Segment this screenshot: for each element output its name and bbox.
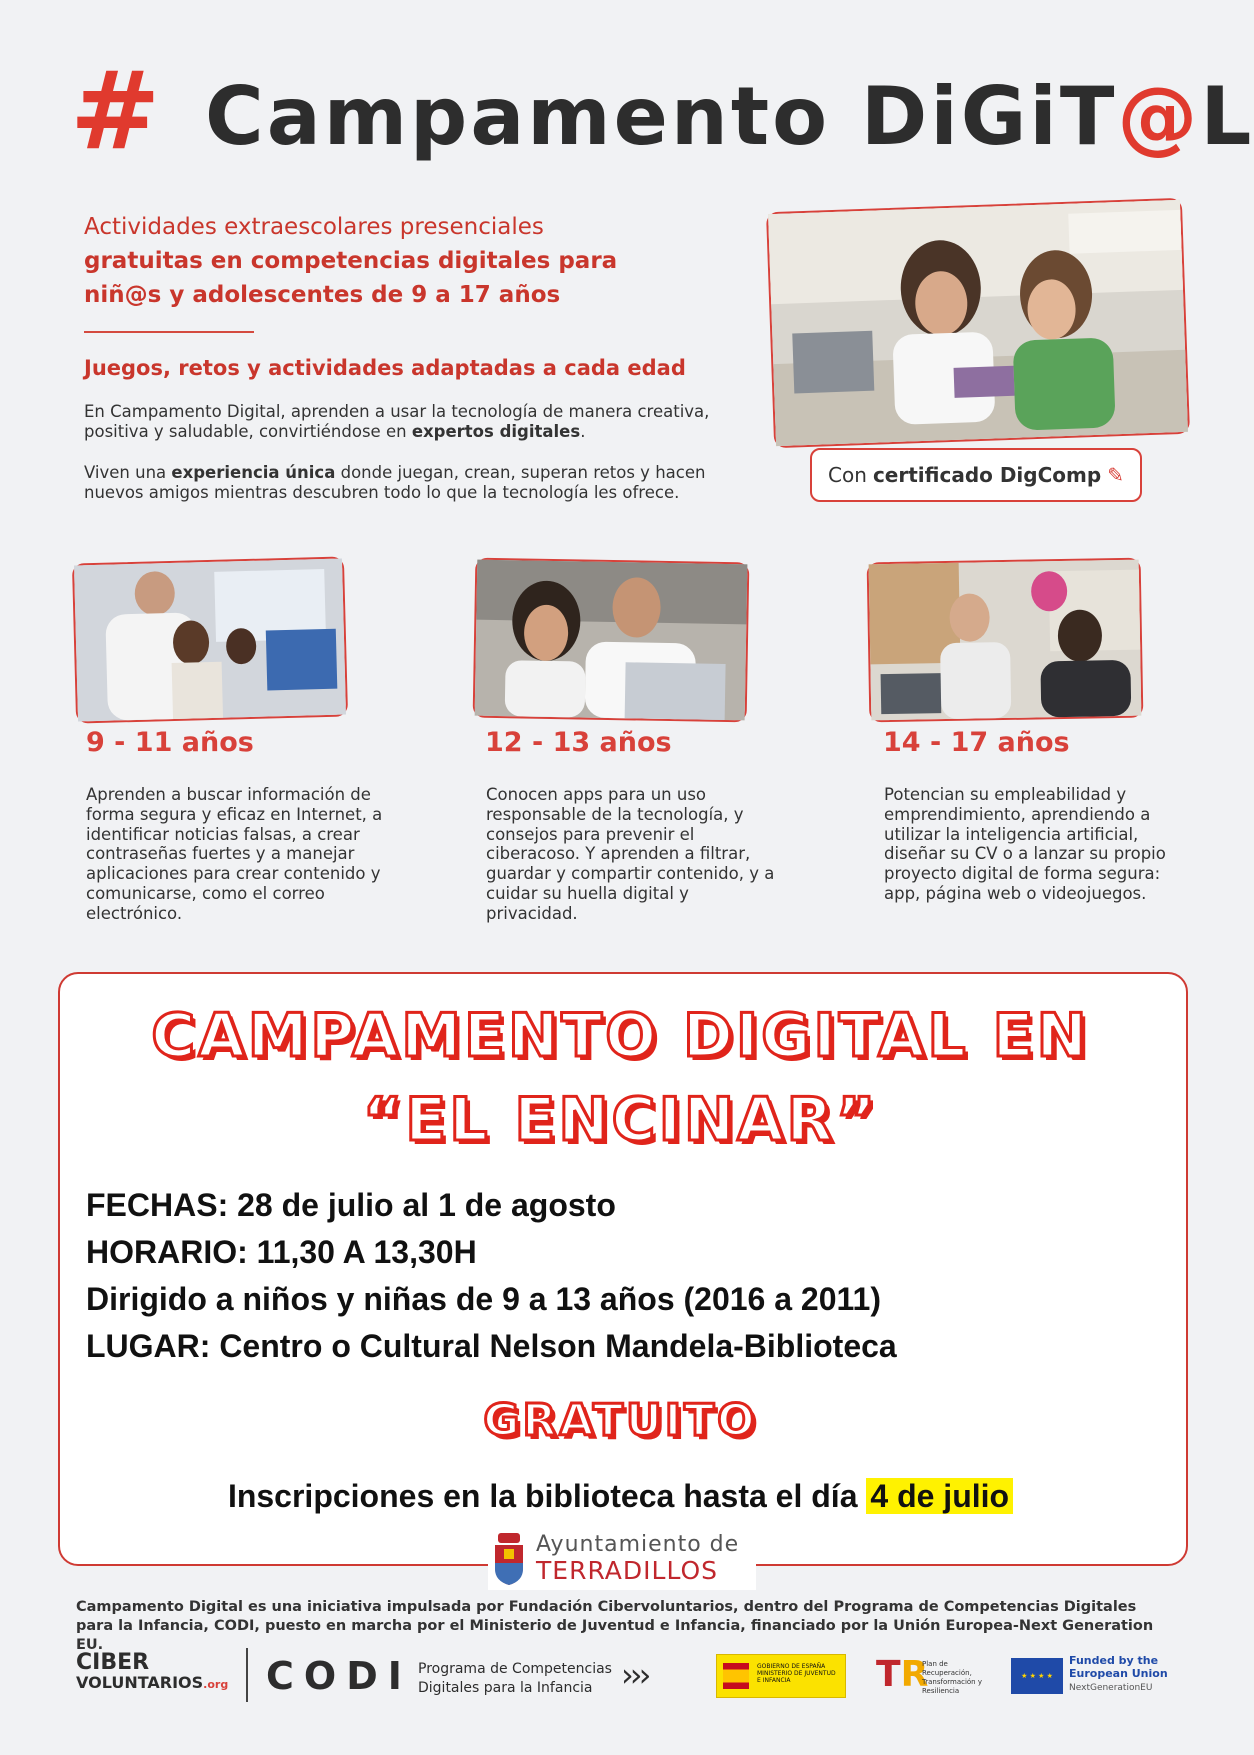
age-photo-3: [867, 558, 1144, 723]
certificate-label: certificado DigComp: [872, 463, 1102, 487]
diploma-icon: ✎: [1107, 463, 1124, 487]
event-title-line-1: CAMPAMENTO DIGITAL EN: [151, 1001, 1090, 1071]
footer-text: Campamento Digital es una iniciativa impulsada por Fundación Cibervoluntarios, dentro del Programa de Competencias Digitales para la Infancia, CODI, puesto en marcha por el Ministerio de Juventud e Infancia, financiado por la Unión Europea-Next Generation EU.: [76, 1599, 1154, 1653]
intro-paragraph-2: [84, 463, 764, 503]
p2-bold: experiencia única: [171, 463, 336, 482]
prtr-text: Plan de Recuperación, Transformación y Resiliencia: [922, 1660, 982, 1695]
title-part1: Campamento DiGiT: [205, 70, 1118, 163]
intro-line-2: gratuitas en competencias digitales para: [84, 248, 618, 274]
age-title-3: 14 - 17 años: [883, 727, 1070, 758]
title-at: @: [1117, 70, 1201, 163]
codi-line-2: Digitales para la Infancia: [418, 1680, 593, 1696]
ayuntamiento-line-2: TERRADILLOS: [536, 1556, 719, 1585]
ciber-line-2: VOLUNTARIOS: [76, 1673, 204, 1692]
eu-line-2: European Union: [1069, 1667, 1168, 1680]
age-description-1: Aprenden a buscar información de forma segura y eficaz en Internet, a identificar noticias falsas, a crear contraseñas fuertes y a manejar aplicaciones para crear contenido y comunicarse, como el correo electrónico.: [86, 785, 383, 923]
p1-bold: expertos digitales: [411, 422, 581, 441]
spain-flag-icon: [723, 1663, 749, 1689]
age-description-2: Conocen apps para un uso responsable de la tecnología, y consejos para prevenir el ciberacoso. Y aprenden a filtrar, guardar y compartir contenido, y a cuidar su huella digital y privacidad.: [486, 785, 775, 923]
codi-logo: CODI: [266, 1654, 412, 1698]
chevrons-icon: ›››: [621, 1656, 648, 1694]
free-label: GRATUITO: [483, 1395, 758, 1446]
intro-line-1: Actividades extraescolares presenciales: [84, 214, 544, 240]
age-photo-2: [473, 558, 750, 723]
p2-end: donde juegan, crean, superan retos y hacen nuevos amigos mientras descubren todo lo que la tecnología les ofrece.: [84, 463, 706, 502]
intro-text: [84, 210, 684, 312]
registration-text: Inscripciones en la biblioteca hasta el día: [227, 1478, 858, 1514]
event-title-line-2: “EL ENCINAR”: [362, 1085, 879, 1155]
ciber-line-1: CIBER: [76, 1650, 150, 1675]
logo-divider: [246, 1648, 248, 1702]
prtr-mark-icon: TR: [876, 1654, 929, 1695]
registration-deadline: 4 de julio: [866, 1478, 1013, 1514]
ayuntamiento-line-1: Ayuntamiento de: [536, 1532, 740, 1557]
sponsor-logos: [76, 1648, 1176, 1708]
intro-line-3: niñ@s y adolescentes de 9 a 17 años: [84, 282, 561, 308]
codi-program: [418, 1660, 612, 1698]
intro-paragraph-1: [84, 402, 764, 442]
registration-note: [0, 1478, 1241, 1515]
cibervoluntarios-logo: [76, 1652, 228, 1694]
event-schedule: HORARIO: 11,30 A 13,30H: [86, 1234, 477, 1270]
age-photo-1: [72, 556, 348, 723]
age-title-2: 12 - 13 años: [485, 727, 672, 758]
event-dates: FECHAS: 28 de julio al 1 de agosto: [86, 1187, 616, 1223]
age-description-3: Potencian su empleabilidad y emprendimiento, aprendiendo a utilizar la inteligencia artificial, diseñar su CV o a lanzar su propio proyecto digital de forma segura: app, página web o videojuegos.: [884, 785, 1166, 903]
ciber-org: .org: [203, 1678, 229, 1691]
p2-text: Viven una: [84, 463, 172, 482]
title-part2: L: [1200, 70, 1254, 163]
eu-flag-icon: ★ ★ ★ ★: [1011, 1658, 1063, 1694]
gobierno-text: GOBIERNO DE ESPAÑA MINISTERIO DE JUVENTUD E INFANCIA: [757, 1663, 836, 1684]
age-title-1: 9 - 11 años: [86, 727, 254, 758]
hashtag-logo: #: [70, 49, 161, 174]
p1-text: En Campamento Digital, aprenden a usar la tecnología de manera creativa, positiva y saludable, convirtiéndose en: [84, 402, 710, 441]
main-photo: [766, 198, 1190, 448]
crest-icon: [492, 1533, 526, 1585]
codi-line-1: Programa de Competencias: [418, 1661, 612, 1677]
section-subtitle: Juegos, retos y actividades adaptadas a cada edad: [84, 356, 686, 380]
certificate-badge: [810, 448, 1142, 502]
p1-end: .: [580, 422, 586, 441]
page-title: [205, 70, 1254, 163]
eu-line-1: Funded by the: [1069, 1654, 1159, 1667]
eu-logo: [1011, 1652, 1186, 1700]
certificate-prefix: Con: [828, 463, 867, 487]
divider: [84, 331, 254, 333]
prtr-logo: [876, 1654, 996, 1698]
ayuntamiento-logo: [488, 1528, 756, 1590]
gobierno-logo: [716, 1654, 846, 1698]
event-location: LUGAR: Centro o Cultural Nelson Mandela-Biblioteca: [86, 1328, 897, 1364]
eu-line-3: NextGenerationEU: [1069, 1683, 1153, 1693]
event-audience: Dirigido a niños y niñas de 9 a 13 años (2016 a 2011): [86, 1281, 881, 1317]
